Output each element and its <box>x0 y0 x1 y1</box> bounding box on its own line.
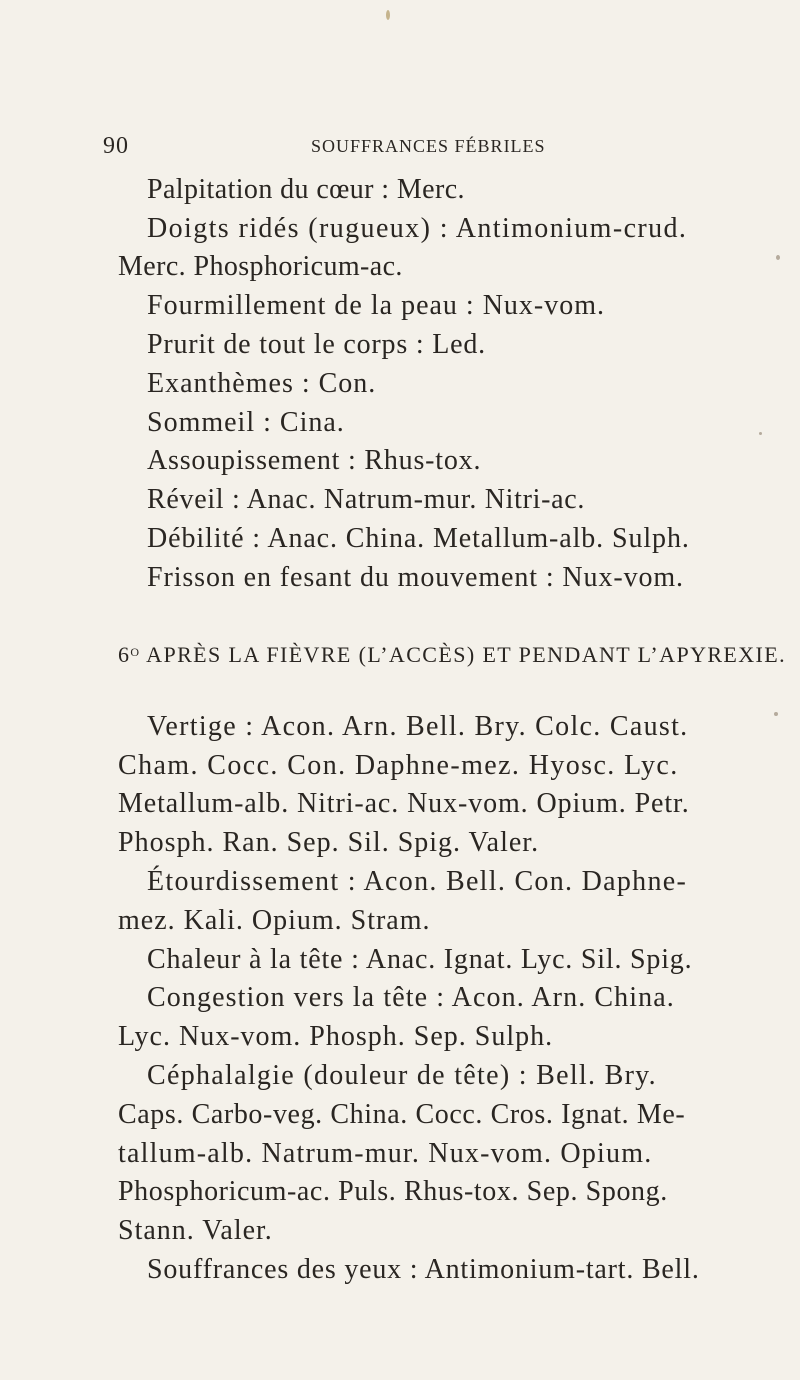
text-line: Palpitation du cœur : Merc. <box>147 174 465 205</box>
text-line: Étourdissement : Acon. Bell. Con. Daphne- <box>147 866 688 897</box>
text-line: Phosph. Ran. Sep. Sil. Spig. Valer. <box>118 827 540 858</box>
paper-speck <box>386 10 390 20</box>
section-number-superscript: O <box>130 645 141 659</box>
text-line: Metallum-alb. Nitri-ac. Nux-vom. Opium. Petr. <box>118 788 690 819</box>
text-line: Débilité : Anac. China. Metallum-alb. Sulph. <box>147 523 690 554</box>
paper-speck <box>774 712 778 716</box>
paper-speck <box>776 255 780 260</box>
text-line: Sommeil : Cina. <box>147 407 345 438</box>
text-line: Congestion vers la tête : Acon. Arn. China. <box>147 982 675 1013</box>
text-line: Fourmillement de la peau : Nux-vom. <box>147 290 606 321</box>
running-head: SOUFFRANCES FÉBRILES <box>311 136 546 156</box>
text-line: Stann. Valer. <box>118 1215 273 1246</box>
text-line: Doigts ridés (rugueux) : Antimonium-crud. <box>147 213 688 244</box>
text-line: tallum-alb. Natrum-mur. Nux-vom. Opium. <box>118 1138 653 1169</box>
page-number: 90 <box>103 133 129 159</box>
text-line: Chaleur à la tête : Anac. Ignat. Lyc. Sil. Spig. <box>147 944 693 975</box>
text-line: Prurit de tout le corps : Led. <box>147 329 486 360</box>
text-line: mez. Kali. Opium. Stram. <box>118 905 431 936</box>
section-heading-text: APRÈS LA FIÈVRE (L’ACCÈS) ET PENDANT L’APYREXIE. <box>140 642 787 667</box>
text-line: Exanthèmes : Con. <box>147 368 377 399</box>
text-line: Assoupissement : Rhus-tox. <box>147 445 482 476</box>
text-line: Cham. Cocc. Con. Daphne-mez. Hyosc. Lyc. <box>118 750 679 781</box>
text-line: Souffrances des yeux : Antimonium-tart. Bell. <box>147 1254 700 1285</box>
text-line: Vertige : Acon. Arn. Bell. Bry. Colc. Caust. <box>147 711 689 742</box>
text-line: Caps. Carbo-veg. China. Cocc. Cros. Ignat. Me- <box>118 1099 686 1130</box>
text-line: Merc. Phosphoricum-ac. <box>118 251 403 282</box>
section-heading <box>118 642 786 668</box>
text-line: Céphalalgie (douleur de tête) : Bell. Bry. <box>147 1060 657 1091</box>
paper-speck <box>759 432 762 435</box>
text-line: Phosphoricum-ac. Puls. Rhus-tox. Sep. Spong. <box>118 1176 668 1207</box>
text-line: Lyc. Nux-vom. Phosph. Sep. Sulph. <box>118 1021 554 1052</box>
section-number: 6 <box>118 642 131 667</box>
text-line: Frisson en fesant du mouvement : Nux-vom. <box>147 562 684 593</box>
text-line: Réveil : Anac. Natrum-mur. Nitri-ac. <box>147 484 586 515</box>
page-header <box>103 133 703 173</box>
